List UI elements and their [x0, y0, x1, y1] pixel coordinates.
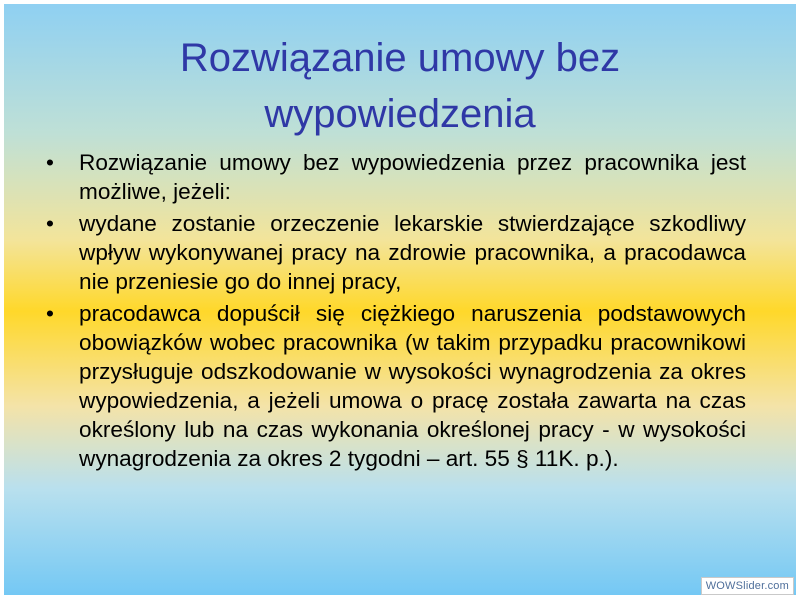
slide-title: Rozwiązanie umowy bez wypowiedzenia [179, 36, 621, 136]
bullet-icon: • [46, 211, 54, 236]
bullet-text: Rozwiązanie umowy bez wypowiedzenia przez pracownika jest możliwe, jeżeli: [79, 150, 746, 204]
bullet-item [46, 209, 746, 296]
bullet-item [46, 299, 746, 473]
bullet-text: pracodawca dopuścił się ciężkiego naruszenia podstawowych obowiązków wobec pracownika (w takim przypadku pracownikowi przysługuje odszkodowanie w wysokości wynagrodzenia za okres wypowiedzenia, a jeżeli umowa o pracę została zawarta na czas określony lub na czas wykonania określonej pracy - w wysokości wynagrodzenia za okres 2 tygodni – art. 55 § 11K. p.). [79, 301, 746, 471]
slide [4, 4, 796, 595]
bullet-text: wydane zostanie orzeczenie lekarskie stwierdzające szkodliwy wpływ wykonywanej pracy na zdrowie pracownika, a pracodawca nie przeniesie go do innej pracy, [79, 211, 746, 294]
bullet-icon: • [46, 150, 54, 175]
watermark-badge[interactable]: WOWSlider.com [701, 577, 794, 595]
bullet-icon: • [46, 301, 54, 326]
bullet-item [46, 148, 746, 206]
bullet-list [46, 148, 746, 476]
